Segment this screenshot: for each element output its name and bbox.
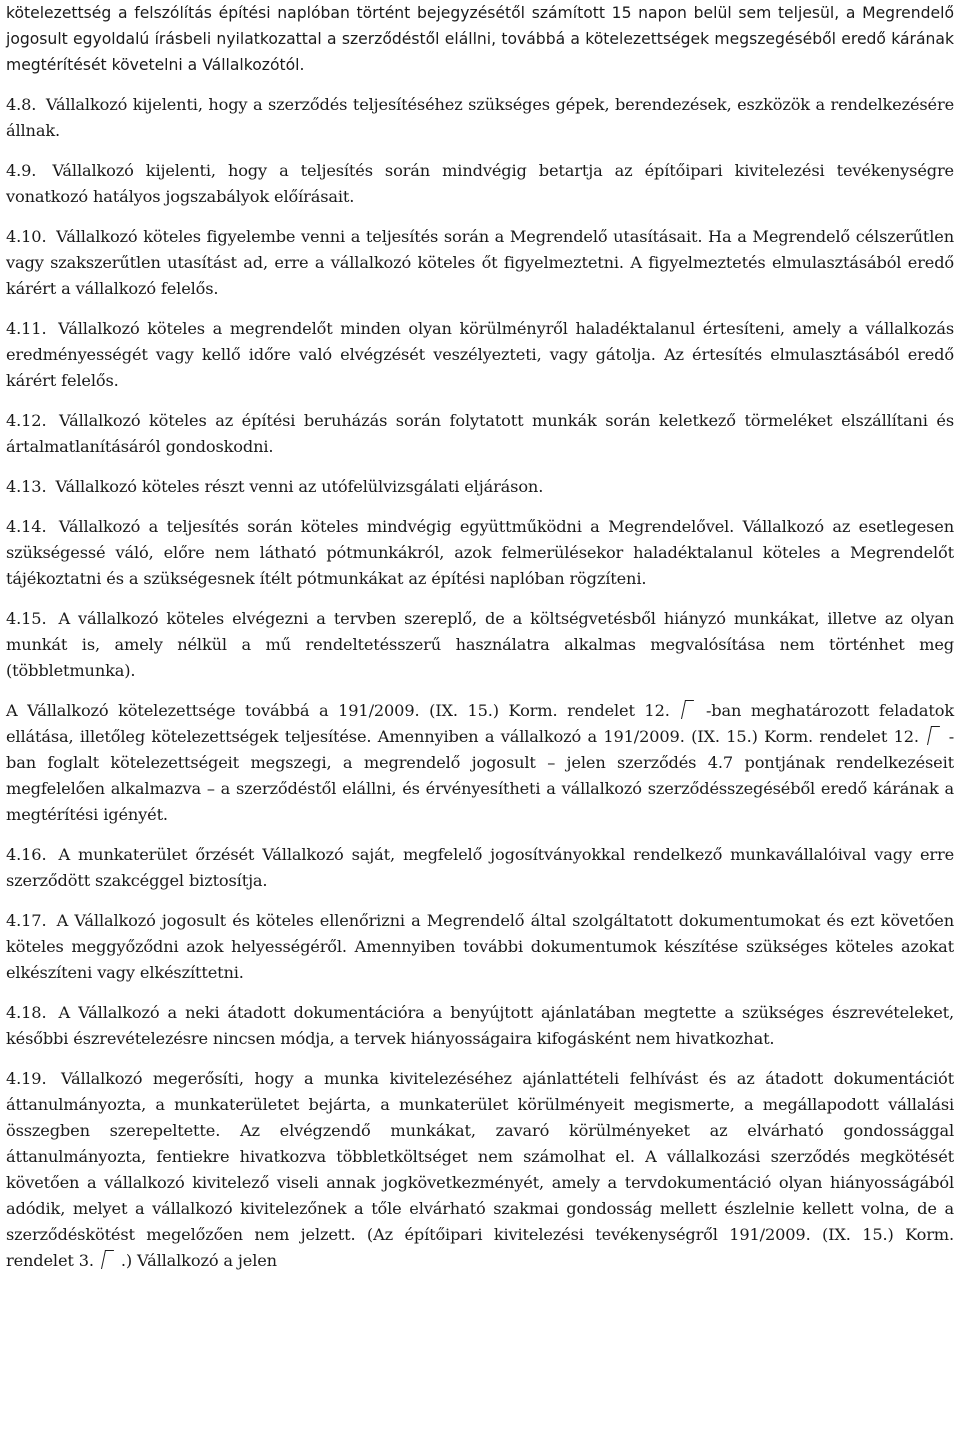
paragraph-text: Vállalkozó köteles az építési beruházás során folytatott munkák során keletkező törmeléket elszállítani és ártalmatlanításáról gondoskodni.: [6, 411, 955, 456]
paragraph-4-12: [6, 408, 954, 460]
paragraph-4-16: [6, 842, 954, 894]
paragraph-text: Vállalkozó megerősíti, hogy a munka kivitelezéséhez ajánlattételi felhívást és az átadott dokumentációt áttanulmányozta, a munkaterületet bejárta, a munkaterület körülményeit megismerte, a megállapodott vállalási összegben szerepeltette. Az elvégzendő munkákat, zavaró körülményeket az elvárható gondossággal áttanulmányozta, fentiekre hivatkozva többletköltséget nem számolhat el. A vállalkozási szerződés megkötését követően a vállalkozó kivitelező viseli annak jogkövetkezményét, amely a tervdokumentáció olyan hiányosságából adódik, melyet a vállalkozó kivitelezőnek a tőle elvárható szakmai gondosság mellett észlelnie kellett volna, de a szerződéskötést megelőzően nem jelzett. (Az építőipari kivitelezési tevékenységről 191/2009. (IX. 15.) Korm. rendelet 3.: [6, 1069, 954, 1270]
paragraph-4-19: [6, 1066, 954, 1274]
paragraph-text: Vállalkozó köteles figyelembe venni a teljesítés során a Megrendelő utasításait. Ha a Megrendelő célszerűtlen vagy szakszerűtlen utasítást ad, erre a vállalkozó köteles őt figyelmeztetni. A figyelmeztetés elmulasztásából eredő kárért a vállalkozó felelős.: [6, 227, 955, 298]
paragraph-text: A munkaterület őrzését Vállalkozó saját, megfelelő jogosítványokkal rendelkező munkavállalóival vagy erre szerződött szakcéggel biztosítja.: [6, 845, 955, 890]
section-sign-icon: [681, 700, 694, 719]
paragraph-text: .) Vállalkozó a jelen: [120, 1251, 277, 1270]
paragraph-text: A Vállalkozó kötelezettsége továbbá a 191/2009. (IX. 15.) Korm. rendelet 12.: [6, 701, 670, 720]
section-number: 4.18.: [6, 1003, 47, 1022]
section-number: 4.17.: [6, 911, 47, 930]
paragraph-text: A vállalkozó köteles elvégezni a tervben szereplő, de a költségvetésből hiányzó munkákat, illetve az olyan munkát is, amely nélkül a mű rendeltetésszerű használatra alkalmas megvalósítása nem történhet meg (többletmunka).: [6, 609, 954, 680]
paragraph-4-13: [6, 474, 954, 500]
paragraph-4-11: [6, 316, 954, 394]
section-number: 4.12.: [6, 411, 47, 430]
paragraph-text: Vállalkozó köteles részt venni az utófelülvizsgálati eljáráson.: [55, 477, 544, 496]
section-number: 4.9.: [6, 161, 37, 180]
paragraph-continuation: [6, 0, 954, 78]
paragraph-text: -ban meghatározott feladatok ellátása, illetőleg kötelezettségek teljesítése. Amennyiben a vállalkozó a 191/2009. (IX. 15.) Korm. rendelet 12.: [6, 701, 954, 746]
paragraph-4-15: [6, 606, 954, 684]
section-sign-icon: [101, 1250, 114, 1269]
paragraph-4-9: [6, 158, 954, 210]
paragraph-4-8: [6, 92, 954, 144]
paragraph-4-18: [6, 1000, 954, 1052]
paragraph-text: kötelezettség a felszólítás építési naplóban történt bejegyzésétől számított 15 napon belül sem teljesül, a Megrendelő jogosult egyoldalú írásbeli nyilatkozattal a szerződéstől elállni, továbbá a kötelezettségek megszegéséből eredő kárának megtérítését követelni a Vállalkozótól.: [6, 4, 954, 74]
section-number: 4.10.: [6, 227, 47, 246]
paragraph-text: -ban foglalt kötelezettségeit megszegi, a megrendelő jogosult – jelen szerződés 4.7 pontjának rendelkezéseit megfelelően alkalmazva – a szerződéstől elállni, és érvényesítheti a vállalkozó szerződésszegéséből eredő kárának a megtérítési igényét.: [6, 727, 955, 824]
paragraph-obligations: [6, 698, 954, 828]
section-number: 4.8.: [6, 95, 37, 114]
section-sign-icon: [927, 726, 940, 745]
section-number: 4.13.: [6, 477, 47, 496]
paragraph-text: Vállalkozó a teljesítés során köteles mindvégig együttműködni a Megrendelővel. Vállalkozó az esetlegesen szükségessé váló, előre nem látható pótmunkákról, azok felmerülésekor haladéktalanul köteles a Megrendelőt tájékoztatni és a szükségesnek ítélt pótmunkákat az építési naplóban rögzíteni.: [6, 517, 954, 588]
paragraph-4-17: [6, 908, 954, 986]
paragraph-text: A Vállalkozó jogosult és köteles ellenőrizni a Megrendelő által szolgáltatott dokumentumokat és ezt követően köteles meggyőződni azok helyességéről. Amennyiben további dokumentumok készítése szükséges köteles azokat elkészíteni vagy elkészíttetni.: [6, 911, 954, 982]
paragraph-4-10: [6, 224, 954, 302]
paragraph-text: Vállalkozó köteles a megrendelőt minden olyan körülményről haladéktalanul értesíteni, amely a vállalkozás eredményességét vagy kellő időre való elvégzését veszélyezteti, vagy gátolja. Az értesítés elmulasztásából eredő kárért felelős.: [6, 319, 954, 390]
paragraph-text: Vállalkozó kijelenti, hogy a szerződés teljesítéséhez szükséges gépek, berendezések, eszközök a rendelkezésére állnak.: [6, 95, 954, 140]
paragraph-text: A Vállalkozó a neki átadott dokumentációra a benyújtott ajánlatában megtette a szükséges észrevételeket, későbbi észrevételezésre nincsen módja, a tervek hiányosságaira kifogásként nem hivatkozhat.: [6, 1003, 954, 1048]
section-number: 4.14.: [6, 517, 47, 536]
section-number: 4.16.: [6, 845, 47, 864]
paragraph-text: Vállalkozó kijelenti, hogy a teljesítés során mindvégig betartja az építőipari kivitelezési tevékenységre vonatkozó hatályos jogszabályok előírásait.: [6, 161, 954, 206]
section-number: 4.19.: [6, 1069, 47, 1088]
paragraph-4-14: [6, 514, 954, 592]
section-number: 4.15.: [6, 609, 47, 628]
section-number: 4.11.: [6, 319, 47, 338]
